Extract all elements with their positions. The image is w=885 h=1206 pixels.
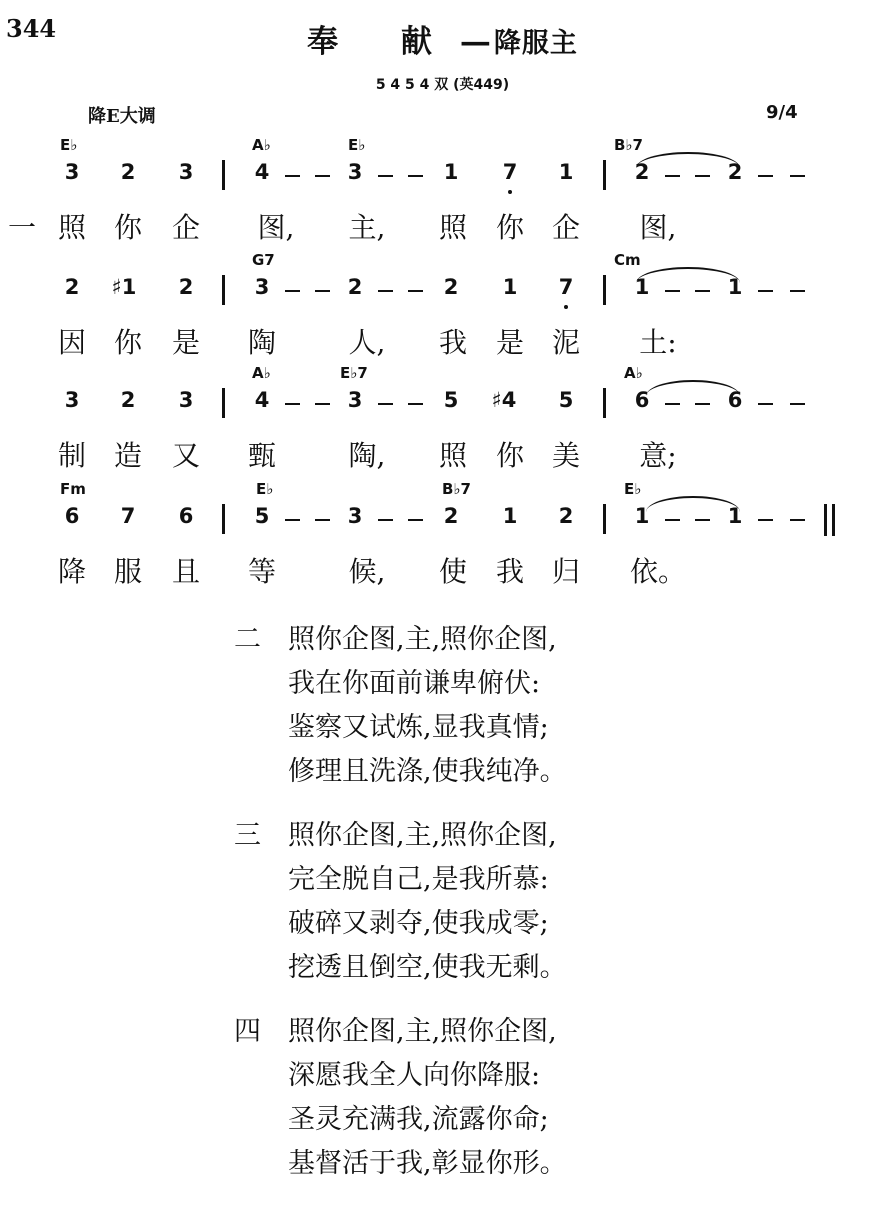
note: 6 (178, 504, 194, 528)
verse-text: 照你企图,主,照你企图, (288, 1016, 557, 1047)
dash (665, 175, 680, 177)
chord: E♭7 (340, 364, 368, 382)
lyric: 甄 (247, 439, 277, 472)
dash (408, 290, 423, 292)
tie-arc (646, 496, 740, 512)
dash (285, 290, 300, 292)
dash (285, 519, 300, 521)
dash (378, 403, 393, 405)
lyric: 照 (57, 211, 87, 244)
chord: G7 (252, 251, 275, 269)
lyric: 图, (639, 211, 677, 244)
note: 2 (634, 160, 650, 184)
tie-arc (646, 380, 740, 396)
lyric: 候, (348, 555, 386, 588)
verse-text: 照你企图,主,照你企图, (288, 820, 557, 851)
note: 7 (502, 160, 518, 184)
lyric: 因 (57, 326, 87, 359)
dash (695, 403, 710, 405)
lyric: 依。 (629, 555, 687, 588)
dash (695, 519, 710, 521)
chord: A♭ (252, 364, 271, 382)
bar-line (222, 504, 225, 534)
dash (378, 290, 393, 292)
note: 2 (443, 275, 459, 299)
dash (665, 403, 680, 405)
dash (378, 519, 393, 521)
lyric: 照 (438, 439, 468, 472)
lyric: 我 (495, 555, 525, 588)
verse-text: 照你企图,主,照你企图, (288, 624, 557, 655)
note: 6 (634, 388, 650, 412)
lyric: 图, (257, 211, 295, 244)
bar-line (603, 388, 606, 418)
note: 1 (727, 504, 743, 528)
note: 1 (634, 504, 650, 528)
bar-line (222, 160, 225, 190)
lyric: 一 (7, 211, 37, 244)
meter-line: 5 4 5 4 双 (英449) (375, 77, 510, 93)
note: 1 (634, 275, 650, 299)
verse-line (234, 618, 567, 662)
note: 7 (120, 504, 136, 528)
note: 3 (254, 275, 270, 299)
tie-arc (636, 152, 740, 168)
dash (695, 290, 710, 292)
note: 5 (443, 388, 459, 412)
note: 2 (443, 504, 459, 528)
verse-4 (234, 1010, 567, 1186)
bar-line (222, 275, 225, 305)
dash (758, 519, 773, 521)
note: 6 (64, 504, 80, 528)
lyric: 且 (171, 555, 201, 588)
bar-line (222, 388, 225, 418)
verse-line: 深愿我全人向你降服: (288, 1060, 541, 1091)
note: 4 (254, 160, 270, 184)
note: 2 (727, 160, 743, 184)
dash (408, 175, 423, 177)
note: 1 (558, 160, 574, 184)
note: 2 (178, 275, 194, 299)
note: 6 (727, 388, 743, 412)
verse-line: 挖透且倒空,使我无剩。 (288, 952, 567, 983)
note: 3 (178, 388, 194, 412)
lyric: 照 (438, 211, 468, 244)
bar-line (603, 504, 606, 534)
verse-line: 鉴察又试炼,显我真情; (288, 712, 549, 743)
lyric: 归 (551, 555, 581, 588)
note: 2 (120, 388, 136, 412)
chord: Cm (614, 251, 641, 269)
dash (285, 403, 300, 405)
chord: E♭ (348, 136, 366, 154)
key-signature: 降E大调 (88, 106, 156, 127)
chord: E♭ (256, 480, 274, 498)
note: 7 (558, 275, 574, 299)
note: 2 (558, 504, 574, 528)
lyric: 是 (495, 326, 525, 359)
dash (378, 175, 393, 177)
title-main: 奉 献 (307, 24, 458, 60)
note: 2 (120, 160, 136, 184)
note: 2 (64, 275, 80, 299)
lyric: 意; (639, 439, 677, 472)
dash (758, 290, 773, 292)
time-signature: 9/4 (766, 102, 798, 123)
dash (695, 175, 710, 177)
lyric: 使 (438, 555, 468, 588)
lyric: 陶 (247, 326, 277, 359)
lyric: 企 (551, 211, 581, 244)
note: 3 (347, 160, 363, 184)
dash (408, 403, 423, 405)
note: 3 (347, 504, 363, 528)
verse-2 (234, 618, 567, 794)
hymn-number: 344 (6, 14, 57, 43)
bar-line (603, 160, 606, 190)
lyric: 造 (113, 439, 143, 472)
verse-number: 三 (234, 820, 261, 851)
dash (315, 175, 330, 177)
verse-line: 完全脱自己,是我所慕: (288, 864, 549, 895)
lyric: 你 (495, 439, 525, 472)
note: ♯4 (491, 388, 517, 412)
note: 1 (727, 275, 743, 299)
lyric: 陶, (348, 439, 386, 472)
dash (315, 519, 330, 521)
note: 5 (558, 388, 574, 412)
lyric: 美 (551, 439, 581, 472)
verse-line: 修理且洗涤,使我纯净。 (288, 756, 567, 787)
note: ♯1 (111, 275, 137, 299)
chord: B♭7 (442, 480, 471, 498)
title-dash: — (459, 24, 492, 60)
lyric: 土: (639, 326, 677, 359)
lyric: 我 (438, 326, 468, 359)
lower-octave-dot (508, 190, 512, 194)
note: 3 (64, 388, 80, 412)
note: 3 (178, 160, 194, 184)
verse-line: 基督活于我,彰显你形。 (288, 1148, 567, 1179)
lyric: 你 (495, 211, 525, 244)
dash (758, 175, 773, 177)
dash (315, 290, 330, 292)
note: 1 (443, 160, 459, 184)
dash (315, 403, 330, 405)
verse-number: 二 (234, 624, 261, 655)
dash (790, 175, 805, 177)
lyric: 是 (171, 326, 201, 359)
tie-arc (636, 267, 740, 283)
chord: E♭ (624, 480, 642, 498)
chord: Fm (60, 480, 86, 498)
lower-octave-dot (564, 305, 568, 309)
lyric: 制 (57, 439, 87, 472)
dash (285, 175, 300, 177)
note: 2 (347, 275, 363, 299)
lyric: 服 (113, 555, 143, 588)
verse-3 (234, 814, 567, 990)
title-subtitle: 降服主 (493, 28, 578, 59)
dash (790, 290, 805, 292)
verse-number: 四 (234, 1016, 261, 1047)
hymn-title (0, 16, 885, 61)
note: 3 (347, 388, 363, 412)
note: 3 (64, 160, 80, 184)
lyric: 泥 (551, 326, 581, 359)
lyric: 降 (57, 555, 87, 588)
lyric: 企 (171, 211, 201, 244)
dash (790, 403, 805, 405)
lyric: 又 (171, 439, 201, 472)
final-bar-line (824, 504, 827, 536)
lyric: 主, (348, 211, 386, 244)
chord: A♭ (252, 136, 271, 154)
lyric: 你 (113, 326, 143, 359)
dash (665, 519, 680, 521)
lyric: 你 (113, 211, 143, 244)
chord: A♭ (624, 364, 643, 382)
verse-line (234, 1010, 567, 1054)
bar-line (603, 275, 606, 305)
note: 1 (502, 275, 518, 299)
dash (408, 519, 423, 521)
chord: E♭ (60, 136, 78, 154)
lyric: 等 (247, 555, 277, 588)
verse-line: 破碎又剥夺,使我成零; (288, 908, 549, 939)
note: 5 (254, 504, 270, 528)
final-bar-line (832, 504, 835, 536)
additional-verses (234, 618, 567, 1206)
note: 1 (502, 504, 518, 528)
dash (665, 290, 680, 292)
note: 4 (254, 388, 270, 412)
verse-line (234, 814, 567, 858)
verse-line: 我在你面前谦卑俯伏: (288, 668, 541, 699)
lyric: 人, (348, 326, 386, 359)
dash (758, 403, 773, 405)
dash (790, 519, 805, 521)
chord: B♭7 (614, 136, 643, 154)
verse-line: 圣灵充满我,流露你命; (288, 1104, 549, 1135)
